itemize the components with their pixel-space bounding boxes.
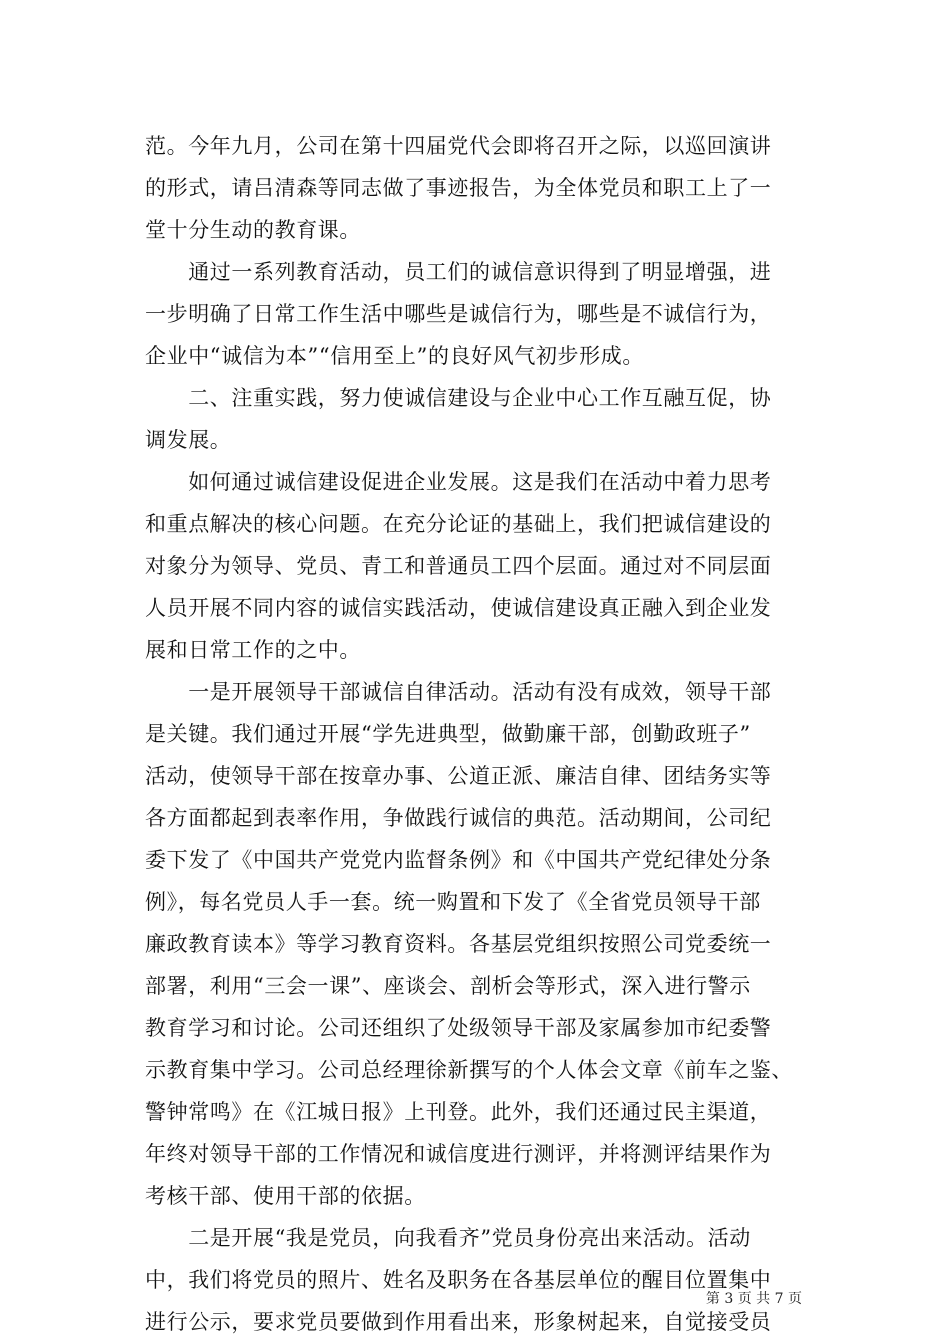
page-number-footer: 第 3 页 共 7 页	[705, 1291, 802, 1307]
text-line: 二是开展“我是党员，向我看齐”党员身份亮出来活动。活动	[145, 1226, 751, 1250]
text-line: 一是开展领导干部诚信自律活动。活动有没有成效，领导干部	[145, 680, 772, 704]
text-line: 通过一系列教育活动，员工们的诚信意识得到了明显增强，进	[145, 260, 772, 284]
text-line: 人员开展不同内容的诚信实践活动，使诚信建设真正融入到企业发	[145, 596, 772, 620]
text-line: 教育学习和讨论。公司还组织了处级领导干部及家属参加市纪委警	[145, 1016, 772, 1040]
text-line: 活动，使领导干部在按章办事、公道正派、廉洁自律、团结务实等	[145, 764, 772, 788]
text-line: 年终对领导干部的工作情况和诚信度进行测评，并将测评结果作为	[145, 1142, 772, 1166]
text-line: 进行公示，要求党员要做到作用看出来，形象树起来，自觉接受员	[145, 1310, 772, 1334]
text-line: 委下发了《中国共产党党内监督条例》和《中国共产党纪律处分条	[145, 848, 772, 872]
text-line: 如何通过诚信建设促进企业发展。这是我们在活动中着力思考	[145, 470, 772, 494]
text-line: 范。今年九月，公司在第十四届党代会即将召开之际，以巡回演讲	[145, 134, 772, 158]
text-line: 考核干部、使用干部的依据。	[145, 1184, 426, 1208]
text-line: 部署，利用“三会一课”、座谈会、剖析会等形式，深入进行警示	[145, 974, 751, 998]
body-text	[145, 125, 805, 1343]
text-line: 和重点解决的核心问题。在充分论证的基础上，我们把诚信建设的	[145, 512, 772, 536]
text-line: 廉政教育读本》等学习教育资料。各基层党组织按照公司党委统一	[145, 932, 772, 956]
text-line: 示教育集中学习。公司总经理徐新撰写的个人体会文章《前车之鉴、	[145, 1058, 793, 1082]
text-line: 的形式，请吕清森等同志做了事迹报告，为全体党员和职工上了一	[145, 176, 772, 200]
text-line: 二、注重实践，努力使诚信建设与企业中心工作互融互促，协	[145, 386, 772, 410]
text-line: 警钟常鸣》在《江城日报》上刊登。此外，我们还通过民主渠道，	[145, 1100, 772, 1124]
text-line: 对象分为领导、党员、青工和普通员工四个层面。通过对不同层面	[145, 554, 772, 578]
text-line: 一步明确了日常工作生活中哪些是诚信行为，哪些是不诚信行为，	[145, 302, 772, 326]
text-line: 调发展。	[145, 428, 232, 452]
text-line: 堂十分生动的教育课。	[145, 218, 361, 242]
text-line: 是关键。我们通过开展“学先进典型，做勤廉干部，创勤政班子”	[145, 722, 751, 746]
text-line: 例》，每名党员人手一套。统一购置和下发了《全省党员领导干部	[145, 890, 761, 914]
text-line: 企业中“诚信为本”“信用至上”的良好风气初步形成。	[145, 344, 644, 368]
text-line: 展和日常工作的之中。	[145, 638, 361, 662]
text-line: 各方面都起到表率作用，争做践行诚信的典范。活动期间，公司纪	[145, 806, 772, 830]
text-line: 中，我们将党员的照片、姓名及职务在各基层单位的醒目位置集中	[145, 1268, 772, 1292]
